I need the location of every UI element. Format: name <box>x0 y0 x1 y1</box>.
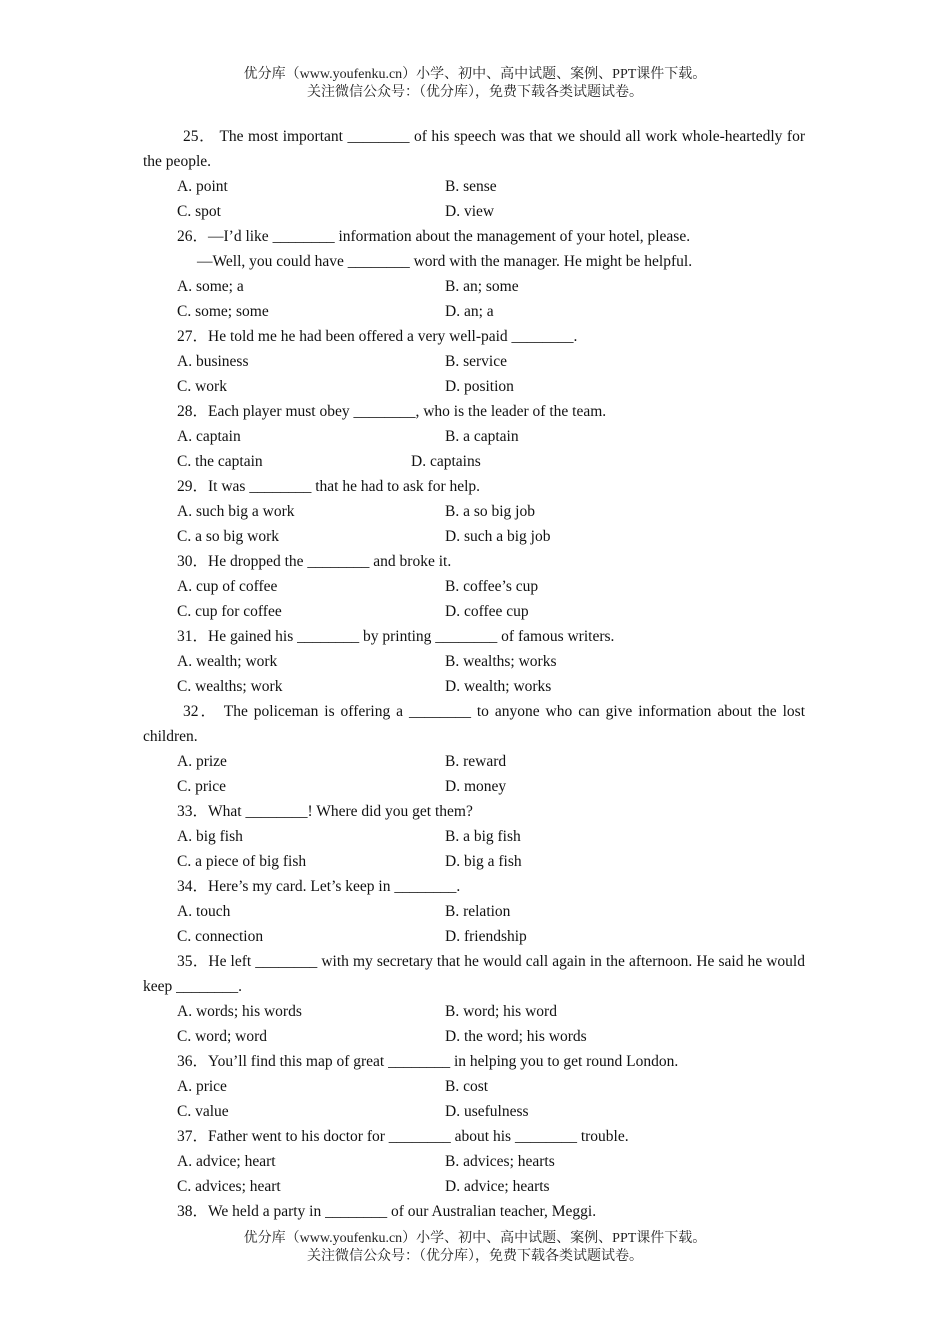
option: D. friendship <box>445 928 527 945</box>
options-row <box>143 1099 805 1124</box>
option: A. big fish <box>177 828 243 845</box>
options-row <box>143 824 805 849</box>
option: B. advices; hearts <box>445 1153 555 1170</box>
option: D. wealth; works <box>445 678 552 695</box>
question-stem: 27．He told me he had been offered a very well-paid ________. <box>177 328 578 345</box>
option: A. advice; heart <box>177 1153 276 1170</box>
option: C. spot <box>177 203 221 220</box>
options-row <box>143 499 805 524</box>
option: B. reward <box>445 753 507 770</box>
question-stem: 30．He dropped the ________ and broke it. <box>177 553 452 570</box>
option: A. such big a work <box>177 503 295 520</box>
options-row <box>143 274 805 299</box>
option: B. a so big job <box>445 503 535 520</box>
question-stem: 32． The policeman is offering a ________ to anyone who can give information about the lost children. <box>143 703 805 745</box>
option: D. an; a <box>445 303 494 320</box>
options-row <box>143 199 805 224</box>
option: A. point <box>177 178 228 195</box>
option: D. big a fish <box>445 853 522 870</box>
option: B. sense <box>445 178 497 195</box>
option: B. cost <box>445 1078 489 1095</box>
option: B. coffee’s cup <box>445 578 539 595</box>
options-row <box>143 774 805 799</box>
footer-line-1: 优分库（www.youfenku.cn）小学、初中、高中试题、案例、PPT课件下载。 <box>243 1231 707 1246</box>
question-stem: 33．What ________! Where did you get them? <box>177 803 473 820</box>
page-header <box>0 66 950 102</box>
question-stem: 31．He gained his ________ by printing ________ of famous writers. <box>177 628 615 645</box>
option: A. price <box>177 1078 227 1095</box>
options-row <box>143 749 805 774</box>
option: C. the captain <box>177 453 263 470</box>
options-row <box>143 649 805 674</box>
question-stem: 34．Here’s my card. Let’s keep in ________. <box>177 878 461 895</box>
option: A. some; a <box>177 278 244 295</box>
options-row <box>143 1174 805 1199</box>
question-stem: 29．It was ________ that he had to ask for help. <box>177 478 481 495</box>
options-row <box>143 374 805 399</box>
option: C. wealths; work <box>177 678 283 695</box>
options-row <box>143 174 805 199</box>
option: D. usefulness <box>445 1103 529 1120</box>
header-line-1: 优分库（www.youfenku.cn）小学、初中、高中试题、案例、PPT课件下载。 <box>243 67 707 82</box>
question-stem: 37．Father went to his doctor for ________ about his ________ trouble. <box>177 1128 629 1145</box>
option: B. a big fish <box>445 828 521 845</box>
option: B. an; some <box>445 278 519 295</box>
option: A. wealth; work <box>177 653 278 670</box>
option: D. advice; hearts <box>445 1178 550 1195</box>
option: D. the word; his words <box>445 1028 587 1045</box>
footer-line-2: 关注微信公众号：（优分库），免费下载各类试题试卷。 <box>307 1249 643 1264</box>
option: A. cup of coffee <box>177 578 278 595</box>
option: A. prize <box>177 753 227 770</box>
option: D. coffee cup <box>445 603 529 620</box>
option: B. wealths; works <box>445 653 557 670</box>
option: C. cup for coffee <box>177 603 282 620</box>
option: C. work <box>177 378 227 395</box>
question-stem: 35．He left ________ with my secretary that he would call again in the afternoon. He said he would keep ________. <box>143 953 805 995</box>
page-footer <box>0 1230 950 1266</box>
options-row <box>143 674 805 699</box>
option: B. service <box>445 353 507 370</box>
options-row <box>143 924 805 949</box>
options-row <box>143 849 805 874</box>
question-stem <box>143 224 805 274</box>
dialog-line: 26．—I’d like ________ information about the management of your hotel, please. <box>177 228 691 245</box>
options-row <box>143 349 805 374</box>
option: D. view <box>445 203 495 220</box>
option: B. a captain <box>445 428 519 445</box>
option: D. such a big job <box>445 528 551 545</box>
header-line-2: 关注微信公众号：（优分库），免费下载各类试题试卷。 <box>307 85 643 100</box>
options-row <box>143 1024 805 1049</box>
question-list <box>143 124 805 1224</box>
options-row <box>143 424 805 449</box>
question-stem: 38．We held a party in ________ of our Australian teacher, Meggi. <box>177 1203 597 1220</box>
options-row <box>143 599 805 624</box>
question-stem: 28．Each player must obey ________, who is the leader of the team. <box>177 403 607 420</box>
options-row <box>143 1149 805 1174</box>
question-stem: 36．You’ll find this map of great ________ in helping you to get round London. <box>177 1053 679 1070</box>
options-row <box>143 999 805 1024</box>
options-row <box>143 299 805 324</box>
option: C. a so big work <box>177 528 280 545</box>
option: A. words; his words <box>177 1003 302 1020</box>
option: B. relation <box>445 903 511 920</box>
option: C. word; word <box>177 1028 267 1045</box>
option: C. value <box>177 1103 229 1120</box>
option: C. advices; heart <box>177 1178 281 1195</box>
dialog-line: —Well, you could have ________ word with the manager. He might be helpful. <box>197 253 693 270</box>
option: D. captains <box>411 453 481 470</box>
options-row <box>143 1074 805 1099</box>
option: C. some; some <box>177 303 269 320</box>
option: A. business <box>177 353 249 370</box>
options-row <box>143 574 805 599</box>
option: A. touch <box>177 903 231 920</box>
options-row <box>143 449 805 474</box>
option: C. a piece of big fish <box>177 853 307 870</box>
option: C. connection <box>177 928 264 945</box>
option: B. word; his word <box>445 1003 557 1020</box>
options-row <box>143 899 805 924</box>
option: A. captain <box>177 428 241 445</box>
option: D. money <box>445 778 507 795</box>
options-row <box>143 524 805 549</box>
option: C. price <box>177 778 227 795</box>
question-stem: 25． The most important ________ of his speech was that we should all work whole-heartedly for the people. <box>143 128 805 170</box>
option: D. position <box>445 378 514 395</box>
